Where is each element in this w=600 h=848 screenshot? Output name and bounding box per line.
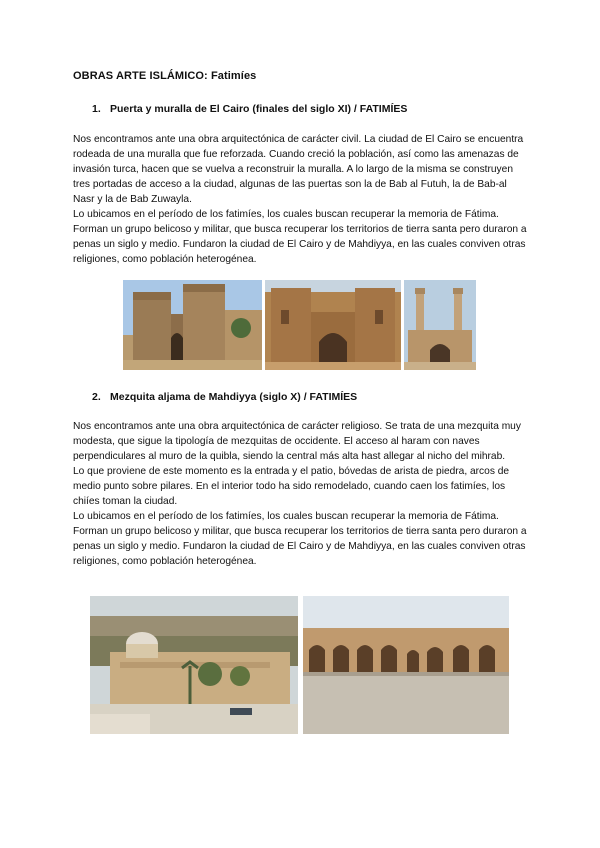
bab-al-futuh-photo	[123, 280, 262, 370]
section-1-body	[73, 132, 531, 267]
section-2-body	[73, 419, 531, 569]
document-title: OBRAS ARTE ISLÁMICO: Fatimíes	[73, 70, 257, 82]
paragraph: Nos encontramos ante una obra arquitectónica de carácter religioso. Se trata de una mezquita muy modesta, que sigue la tipología de mezquitas de occidente. El acceso al haram con naves perpendiculares al muro de la quibla, siendo la central más alta hast allegar al nicho del mihrab.	[73, 421, 521, 462]
section-1-number: 1.	[92, 103, 101, 115]
bab-zuwayla-photo	[404, 280, 476, 370]
section-1-title: Puerta y muralla de El Cairo (finales del siglo XI) / FATIMÍES	[110, 103, 408, 115]
section-2-heading	[92, 391, 357, 403]
paragraph: Lo ubicamos en el período de los fatimíes, los cuales buscan recuperar la memoria de Fátima. Forman un grupo belicoso y militar, que busca recuperar los territorios de tierra santa pero duraron a penas un siglo y medio. Fundaron la ciudad de El Cairo y de Mahdiyya, en las cuales conviven otras religiones, como población heterogénea.	[73, 209, 527, 265]
section-1-heading	[92, 103, 407, 115]
paragraph: Lo que proviene de este momento es la entrada y el patio, bóvedas de arista de piedra, arcos de medio punto sobre pilares. En el interior todo ha sido remodelado, cuando caen los fatimíes, los chiíes toman la ciudad.	[73, 466, 510, 507]
bab-al-nasr-photo	[265, 280, 401, 370]
paragraph: Nos encontramos ante una obra arquitectónica de carácter civil. La ciudad de El Cairo se encuentra rodeada de una muralla que fue reforzada. Cuando creció la población, así como las amenazas de invasión turca, hacen que se vuelva a reconstruir la muralla. A lo largo de la misma se construyen tres portadas de acceso a la ciudad, algunas de las puertas son la de Bab al Futuh, la de Bab-al Nasr y la de Bab Zuwayla.	[73, 134, 524, 205]
mahdiyya-mosque-courtyard-photo	[303, 596, 509, 734]
section-2-title: Mezquita aljama de Mahdiyya (siglo X) / FATIMÍES	[110, 391, 358, 403]
paragraph: Lo ubicamos en el período de los fatimíes, los cuales buscan recuperar la memoria de Fátima. Forman un grupo belicoso y militar, que busca recuperar los territorios de tierra santa pero duraron a penas un siglo y medio. Fundaron la ciudad de El Cairo y de Mahdiyya, en las cuales conviven otras religiones, como población heterogénea.	[73, 511, 527, 567]
section-2-number: 2.	[92, 391, 101, 403]
mahdiyya-mosque-exterior-photo	[90, 596, 298, 734]
